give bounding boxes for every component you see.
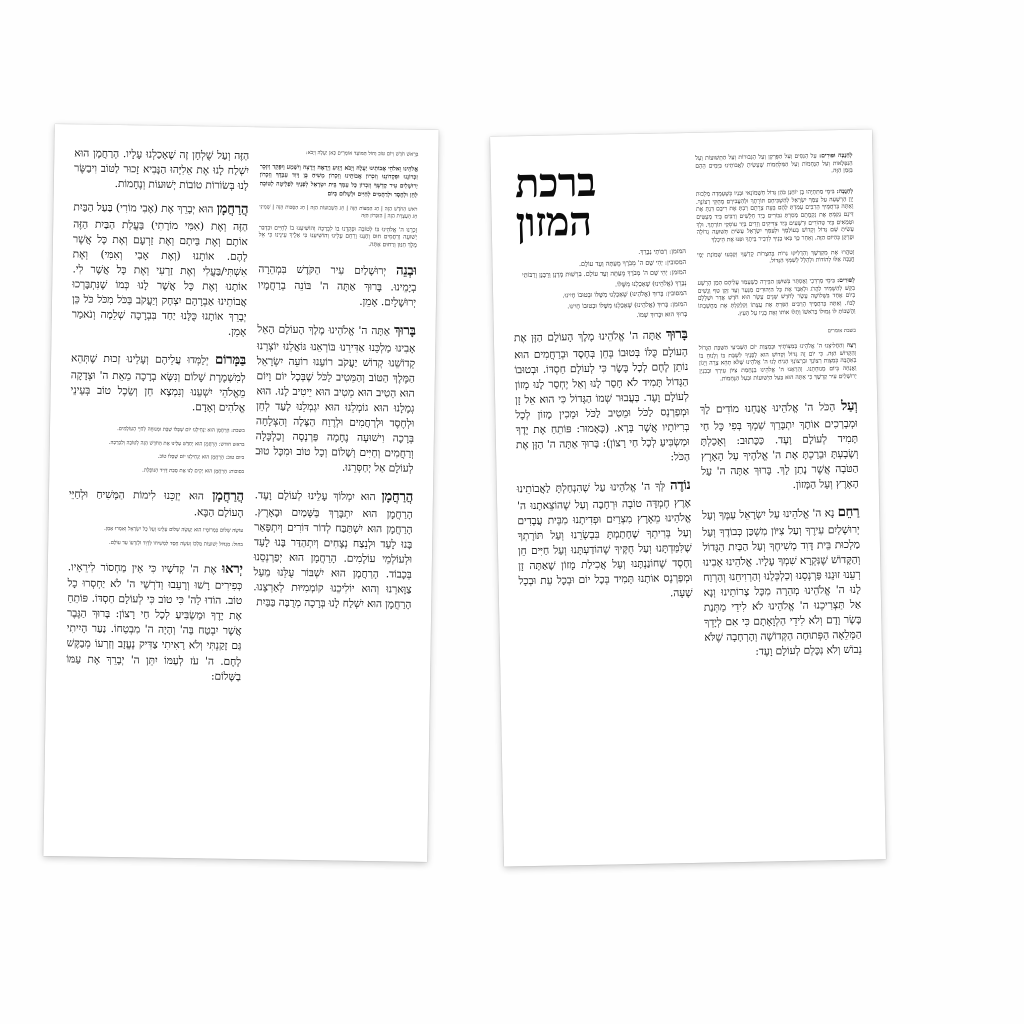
page-title bbox=[514, 158, 680, 247]
page-title-line-2: המזון bbox=[515, 197, 592, 247]
hatov-vehametiv-blessing bbox=[255, 321, 416, 477]
zimun-line: המסובין: יְהִי שֵׁם ה' מְבֹרָךְ מֵעַתָּה וְעַד עוֹלָם. bbox=[578, 257, 687, 268]
festival-note-chanuka bbox=[696, 188, 854, 246]
baruch-hazan-blessing bbox=[514, 326, 690, 468]
bencher-card-left bbox=[43, 124, 438, 862]
uvneh-yerushalayim-blessing bbox=[258, 260, 417, 311]
nodeh-lecha-text: לְּךָ ה' אֱלֹהֵינוּ עַל שֶׁהִנְחַלְתָּ לַאֲבוֹתֵינוּ אֶרֶץ חֶמְדָּה טוֹבָה וּרְחָבָה וְעַל שֶׁהוֹצֵאתָנוּ ה' אֱלֹהֵינוּ מֵאֶרֶץ מִצְרַיִם וּפְדִיתָנוּ מִבֵּית עֲבָדִים וְעַל בְּרִיתְךָ שֶׁחָתַמְתָּ בִּבְשָׂרֵנוּ וְעַל תּוֹרָתְךָ שֶׁלִּמַּדְתָּנוּ וְעַל חֻקֶּיךָ שֶׁהוֹדַעְתָּנוּ וְעַל חַיִּים חֵן וָחֶסֶד שֶׁחוֹנַנְתָּנוּ וְעַל אֲכִילַת מָזוֹן שָׁאַתָּה זָן וּמְפַרְנֵס אוֹתָנוּ תָּמִיד בְּכָל יוֹם וּבְכָל עֵת וּבְכָל שָׁעָה. bbox=[516, 480, 693, 600]
bamarom-text: יְלַמְּדוּ עֲלֵיהֶם וְעָלֵינוּ זְכוּת שֶׁתְּהֵא לְמִשְׁמֶרֶת שָׁלוֹם וְנִשָּׂא בְרָכָה מֵאֵת ה' וּצְדָקָה מֵאֱלֹהֵי יִשְׁעֵנוּ וְנִמְצָא חֵן וְשֵׂכֶל טוֹב בְּעֵינֵי אֱלֹהִים וְאָדָם. bbox=[70, 352, 246, 414]
page-title-line-1: ברכת bbox=[514, 158, 597, 208]
right-card-column-right bbox=[510, 155, 697, 850]
zimun-line: המסובין: בָּרוּךְ (אֱלֹהֵינוּ) שֶׁאָכַלְנוּ מִשֶּׁלּוֹ וּבְטוּבוֹ חָיִינוּ. bbox=[562, 289, 687, 300]
zimun-line: בָּרוּךְ הוּא וּבָרוּךְ שְׁמוֹ. bbox=[636, 310, 688, 320]
harachaman-mashiach-text: הוּא יְזַכֵּנוּ לִימוֹת הַמָּשִׁיחַ וּלְחַיֵּי הָעוֹלָם הַבָּא. bbox=[68, 487, 244, 520]
zimun-line: המזמן: יְהִי שֵׁם ה' מְבֹרָךְ מֵעַתָּה וְעַד עוֹלָם. בִּרְשׁוּת מָרָנָן וְרַבָּנָן וְרַבּוֹתַי bbox=[521, 268, 687, 280]
occasion-note-rosh-chodesh: בראש חודש: הָרַחֲמָן הוּא יְחַדֵּשׁ עָלֵינוּ אֶת הַחֹדֶשׁ הַזֶּה לְטוֹבָה וְלִבְרָכָה. bbox=[108, 439, 245, 448]
harachaman-yimloch-lead: הֲרַחֲמָן bbox=[381, 489, 414, 506]
festival-note-purim bbox=[698, 277, 856, 319]
left-page-content bbox=[43, 124, 438, 862]
nodeh-lecha-lead: נוֹדֶה bbox=[669, 477, 691, 494]
harachaman-yimloch-text: הוּא יִמְלוֹךְ עָלֵינוּ לְעוֹלָם וָעֶד. הָרַחֲמָן הוּא יִתְבָּרַךְ בַּשָּׁמַיִם וּבָאָרֶץ. הָרַחֲמָן הוּא יִשְׁתַּבַּח לְדוֹר דּוֹרִים וְיִתְפָּאַר בָּנוּ לָעַד וּלְנֵצַח נְצָחִים וְיִתְהַדַּר בָּנוּ לָעַד וּלְעוֹלְמֵי עוֹלָמִים. הָרַחֲמָן הוּא יְפַרְנְסֵנוּ בְּכָבוֹד. הָרַחֲמָן הוּא יִשְׁבּוֹר עֻלֵּנוּ מֵעַל צַוָּארֵנוּ וְהוּא יוֹלִיכֵנוּ קוֹמְמִיּוּת לְאַרְצֵנוּ. הָרַחֲמָן הוּא יִשְׁלַח לָנוּ בְּרָכָה מְרֻבָּה בַּבַּיִת bbox=[253, 489, 413, 612]
harachaman-yimloch-blessing bbox=[253, 487, 413, 613]
uvneh-text: יְרוּשָׁלַיִם עִיר הַקֹּדֶשׁ בִּמְהֵרָה בְיָמֵינוּ. בָּרוּךְ אַתָּה ה' בּוֹנֵה בְרַחֲמָיו יְרוּשָׁלָיִם. אָמֵן. bbox=[257, 262, 417, 310]
veal-hakol-text: הַכֹּל ה' אֱלֹהֵינוּ אֲנַחְנוּ מוֹדִים לָךְ וּמְבָרְכִים אוֹתָךְ יִתְבָּרַךְ שִׁמְךָ בְּפִי כָּל חַי תָּמִיד לְעוֹלָם וָעֶד. כַּכָּתוּב: וְאָכַלְתָּ וְשָׂבָעְתָּ וּבֵרַכְתָּ אֶת ה' אֱלֹהֶיךָ עַל הָאָרֶץ הַטֹּבָה אֲשֶׁר נָתַן לָךְ. בָּרוּךְ אַתָּה ה' עַל הָאָרֶץ וְעַל הַמָּזוֹן. bbox=[699, 401, 859, 492]
occasion-note-yom-tov: ביום טוב: הָרַחֲמָן הוּא יַנְחִילֵנוּ יוֹם שֶׁכֻּלּוֹ טוֹב. bbox=[157, 453, 245, 462]
festival-note-lead: לְפוּרִים: bbox=[837, 276, 855, 285]
yiru-et-hashem-blessing bbox=[66, 558, 243, 685]
rachem-blessing bbox=[702, 504, 862, 661]
festival-note-lead: לְחַנֻכָּה וּפוּרִים: bbox=[818, 151, 853, 160]
shabbat-rubric: בשבת אומרים bbox=[827, 328, 856, 335]
nodeh-lecha-blessing bbox=[517, 477, 693, 604]
bencher-card-right bbox=[490, 129, 886, 866]
festival-note-chanuka-purim bbox=[695, 152, 853, 179]
left-card-column-right bbox=[64, 146, 250, 843]
migdol-note: בחול: מִגְדּוֹל יְשׁוּעוֹת מַלְכּוֹ וְעֹשֶׂה חֶסֶד לִמְשִׁיחוֹ לְדָוִד וּלְזַרְעוֹ עַד עוֹלָם. bbox=[109, 539, 243, 548]
retzei-blessing bbox=[699, 342, 857, 384]
uvneh-lead: וּבְנֵה bbox=[395, 263, 417, 279]
rachem-text: נָא ה' אֱלֹהֵינוּ עַל יִשְׂרָאֵל עַמֶּךָ וְעַל יְרוּשָׁלַיִם עִירֶךָ וְעַל צִיּוֹן מִשְׁכַּן כְּבוֹדֶךָ וְעַל מַלְכוּת בֵּית דָּוִד מְשִׁיחֶךָ וְעַל הַבַּיִת הַגָּדוֹל וְהַקָּדוֹשׁ שֶׁנִּקְרָא שִׁמְךָ עָלָיו. אֱלֹהֵינוּ אָבִינוּ רְעֵנוּ זוּנֵנוּ פַּרְנְסֵנוּ וְכַלְכְּלֵנוּ וְהַרְוִיחֵנוּ וְהַרְוַח לָנוּ ה' אֱלֹהֵינוּ מְהֵרָה מִכָּל צָרוֹתֵינוּ וְנָא אַל תַּצְרִיכֵנוּ ה' אֱלֹהֵינוּ לֹא לִידֵי מַתְּנַת בָּשָׂר וָדָם וְלֹא לִידֵי הַלְוָאָתָם כִּי אִם לְיָדְךָ הַמְּלֵאָה הַפְּתוּחָה הַקְּדוֹשָׁה וְהָרְחָבָה שֶׁלֹּא נֵבוֹשׁ וְלֹא נִכָּלֵם לְעוֹלָם וָעֶד: bbox=[701, 507, 863, 659]
baruch-hazan-lead: בָּרוּךְ bbox=[665, 326, 688, 343]
festival-note-text: עַל הַנִּסִּים וְעַל הַפֻּרְקָן וְעַל הַגְּבוּרוֹת וְעַל הַתְּשׁוּעוֹת וְעַל הַנִּפְלָאוֹת וְעַל הַנֶּחָמוֹת וְעַל הַמִּלְחָמוֹת שֶׁעָשִׂיתָ לַאֲבוֹתֵינוּ בַּיָּמִים הָהֵם בַּזְּמַן הַזֶּה. bbox=[695, 153, 853, 175]
harachaman-yevarech-text: הוּא יְבָרֵךְ אֶת (אָבִי מוֹרִי) בַּעַל הַבַּיִת הַזֶּה וְאֶת (אִמִּי מוֹרָתִי) בַּעֲלַת הַבַּיִת הַזֶּה אוֹתָם וְאֶת בֵּיתָם וְאֶת זַרְעָם וְאֶת כָּל אֲשֶׁר לָהֶם. אוֹתָנוּ (וְאֶת אָבִי וְאִמִּי) וְאֶת אִשְׁתִּי/בַּעֲלִי וְאֶת זַרְעִי וְאֶת כָּל אֲשֶׁר לִי. אוֹתָנוּ וְאֶת כָּל אֲשֶׁר לָנוּ כְּמוֹ שֶׁנִּתְבָּרְכוּ אֲבוֹתֵינוּ אַבְרָהָם יִצְחָק וְיַעֲקֹב בַּכֹּל מִכֹּל כֹּל כֵּן יְבָרֵךְ אוֹתָנוּ כֻּלָּנוּ יַחַד בִּבְרָכָה שְׁלֵמָה וְנֹאמַר אָמֵן. bbox=[71, 201, 249, 339]
veal-hakol-lead: וְעַל bbox=[841, 399, 858, 415]
yaaleh-veyavo-lead: אֱלֹהֵינוּ וֵאלֹהֵי אֲבוֹתֵינוּ יַעֲלֶה וְיָבֹא וְיַגִּיעַ וְיֵרָאֶה וְיֵרָצֶה וְיִשָּׁמַע וְיִפָּקֵד וְיִזָּכֵר זִכְרוֹנֵנוּ וּפִקְדוֹנֵנוּ וְזִכְרוֹן אֲבוֹתֵינוּ וְזִכְרוֹן מָשִׁיחַ בֶּן דָּוִד עַבְדֶּךָ וְזִכְרוֹן יְרוּשָׁלַיִם עִיר קָדְשֶׁךָ וְזִכְרוֹן כָּל עַמְּךָ בֵּית יִשְׂרָאֵל לְפָנֶיךָ לִפְלֵיטָה לְטוֹבָה לְחֵן וּלְחֶסֶד וּלְרַחֲמִים לְחַיִּים וּלְשָׁלוֹם בְּיוֹם bbox=[259, 162, 419, 199]
festival-note-lead: לְחַנֻכָּה: bbox=[836, 187, 854, 196]
yiru-lead: יְראוּ bbox=[221, 561, 243, 577]
hatov-vehametiv-text: אַתָּה ה' אֱלֹהֵינוּ מֶלֶךְ הָעוֹלָם הָאֵל אָבִינוּ מַלְכֵּנוּ אַדִּירֵנוּ בּוֹרְאֵנוּ גּוֹאֲלֵנוּ יוֹצְרֵנוּ קְדוֹשֵׁנוּ קְדוֹשׁ יַעֲקֹב רוֹעֵנוּ רוֹעֵה יִשְׂרָאֵל הַמֶּלֶךְ הַטּוֹב וְהַמֵּטִיב לַכֹּל שֶׁבְּכָל יוֹם וָיוֹם הוּא הֵטִיב הוּא מֵטִיב הוּא יֵיטִיב לָנוּ. הוּא גְמָלָנוּ הוּא גוֹמְלֵנוּ הוּא יִגְמְלֵנוּ לָעַד לְחֵן וּלְחֶסֶד וּלְרַחֲמִים וּלְרֶוַח הַצָּלָה וְהַצְלָחָה בְּרָכָה וִישׁוּעָה נֶחָמָה פַּרְנָסָה וְכַלְכָּלָה וְרַחֲמִים וְחַיִּים וְשָׁלוֹם וְכָל טוֹב וּמִכָּל טוּב לְעוֹלָם אַל יְחַסְּרֵנוּ. bbox=[255, 323, 416, 476]
harachaman-mashiach-lead: הֲרַחֲמָן bbox=[212, 488, 244, 504]
harachaman-mashiach-blessing bbox=[69, 485, 244, 522]
festival-note-text: בִּימֵי מַתִּתְיָהוּ בֶּן יוֹחָנָן כֹּהֵן גָּדוֹל חַשְׁמוֹנַאי וּבָנָיו כְּשֶׁעָמְדָה מַלְכוּת יָוָן הָרְשָׁעָה עַל עַמְּךָ יִשְׂרָאֵל לְהַשְׁכִּיחָם תּוֹרָתֶךָ וּלְהַעֲבִירָם מֵחֻקֵּי רְצוֹנֶךָ. וְאַתָּה בְּרַחֲמֶיךָ הָרַבִּים עָמַדְתָּ לָהֶם בְּעֵת צָרָתָם רַבְתָּ אֶת רִיבָם דַּנְתָּ אֶת דִּינָם נָקַמְתָּ אֶת נִקְמָתָם מָסַרְתָּ גִבּוֹרִים בְּיַד חַלָּשִׁים וְרַבִּים בְּיַד מְעַטִּים וּטְמֵאִים בְּיַד טְהוֹרִים וּרְשָׁעִים בְּיַד צַדִּיקִים וְזֵדִים בְּיַד עוֹסְקֵי תוֹרָתֶךָ. וּלְךָ עָשִׂיתָ שֵׁם גָּדוֹל וְקָדוֹשׁ בְּעוֹלָמֶךָ וּלְעַמְּךָ יִשְׂרָאֵל עָשִׂיתָ תְּשׁוּעָה גְדוֹלָה וּפֻרְקָן כְּהַיּוֹם הַזֶּה. וְאַחַר כָּךְ בָּאוּ בָנֶיךָ לִדְבִיר בֵּיתֶךָ וּפִנּוּ אֶת הֵיכָלֶךָ bbox=[695, 189, 855, 244]
retzei-lead: רְצֵה bbox=[846, 341, 857, 350]
baruch-hazan-text: אַתָּה ה' אֱלֹהֵינוּ מֶלֶךְ הָעוֹלָם הַזָּן אֶת הָעוֹלָם כֻּלּוֹ בְּטוּבוֹ בְּחֵן בְּחֶסֶד וּבְרַחֲמִים הוּא נוֹתֵן לֶחֶם לְכָל בָּשָׂר כִּי לְעוֹלָם חַסְדּוֹ. וּבְטוּבוֹ הַגָּדוֹל תָּמִיד לֹא חָסַר לָנוּ וְאַל יֶחְסַר לָנוּ מָזוֹן לְעוֹלָם וָעֶד. בַּעֲבוּר שְׁמוֹ הַגָּדוֹל כִּי הוּא אֵל זָן וּמְפַרְנֵס לַכֹּל וּמֵטִיב לַכֹּל וּמֵכִין מָזוֹן לְכָל בְּרִיּוֹתָיו אֲשֶׁר בָּרָא. (כָּאָמוּר: פּוֹתֵחַ אֶת יָדֶךָ וּמַשְׂבִּיעַ לְכָל חַי רָצוֹן): בָּרוּךְ אַתָּה ה' הַזָּן אֶת הַכֹּל: bbox=[513, 329, 691, 464]
left-card-column-left bbox=[249, 149, 418, 845]
left-columns bbox=[64, 146, 419, 845]
oseh-shalom-note: עוֹשֶׂה שָׁלוֹם בִּמְרוֹמָיו הוּא יַעֲשֶׂה שָׁלוֹם עָלֵינוּ וְעַל כָּל יִשְׂרָאֵל וְאִמְרוּ אָמֵן. bbox=[104, 526, 244, 535]
harachaman-yevarech-blessing bbox=[71, 198, 248, 340]
yaaleh-veyavo-text bbox=[259, 163, 418, 200]
harachaman-yevarech-lead: הֲרַחֲמָן bbox=[216, 201, 249, 218]
harachaman-shulchan-text: הַזֶּה וְעַל שֻׁלְחָן זֶה שֶׁאָכַלְנוּ עָלָיו. הָרַחֲמָן הוּא יִשְׁלַח לָנוּ אֶת אֵלִיָּהוּ הַנָּבִיא זָכוּר לַטּוֹב וִיבַשֶּׂר לָנוּ בְּשׂוֹרוֹת טוֹבוֹת יְשׁוּעוֹת וְנֶחָמוֹת. bbox=[73, 147, 250, 193]
zimun-line: המזמן: בָּרוּךְ (אֱלֹהֵינוּ) שֶׁאָכַלְנוּ מִשֶּׁלּוֹ וּבְטוּבוֹ חָיִינוּ. bbox=[567, 299, 688, 311]
right-columns bbox=[510, 152, 865, 850]
zochreinu-text: זָכְרֵנוּ ה' אֱלֹהֵינוּ בּוֹ לְטוֹבָה וּפָקְדֵנוּ בוֹ לִבְרָכָה וְהוֹשִׁיעֵנוּ בוֹ לְחַיִּים וּבִדְבַר יְשׁוּעָה וְרַחֲמִים חוּס וְחָנֵּנוּ וְרַחֵם עָלֵינוּ וְהוֹשִׁיעֵנוּ כִּי אֵלֶיךָ עֵינֵינוּ כִּי אֵל מֶלֶךְ חַנּוּן וְרַחוּם אָתָּה. bbox=[258, 224, 418, 249]
bamarom-blessing bbox=[70, 349, 246, 416]
zimun-line: נְבָרֵךְ (אֱלֹהֵינוּ) שֶׁאָכַלְנוּ מִשֶּׁלּוֹ. bbox=[614, 278, 687, 289]
right-page-content bbox=[490, 129, 886, 866]
bamarom-lead: בַּמָּרוֹם bbox=[214, 352, 246, 369]
hatov-vehametiv-lead: בָּרוּךְ bbox=[393, 323, 416, 340]
yaaleh-veyavo-rubric: בְּרֵאשׁ חֹדֶשׁ וְיוֹם טוֹב וְחוֹל הַמּוֹעֵד אוֹמְרִים כָּאן יַעֲלֶה וְיָבֹא: bbox=[305, 149, 419, 158]
occasion-note-sukkot: בסוכות: הָרַחֲמָן הוּא יָקִים לָנוּ אֶת סֻכַּת דָּוִיד הַנּוֹפָלֶת. bbox=[142, 467, 245, 475]
yaaleh-veyavo-occasions: רֹאשׁ הַחֹדֶשׁ הַזֶּה | חַג הַמַּצּוֹת הַזֶּה | חַג הַשָּׁבוּעוֹת הַזֶּה | חַג הַסֻּכּוֹת הַזֶּה | שְׁמִינִי חַג הָעֲצֶרֶת הַזֶּה | הַזִּכָּרוֹן הַזֶּה bbox=[259, 204, 418, 220]
zimun-section bbox=[512, 247, 687, 322]
retzei-text: וְהַחֲלִיצֵנוּ ה' אֱלֹהֵינוּ בְּמִצְוֹתֶיךָ וּבְמִצְוַת יוֹם הַשְּׁבִיעִי הַשַּׁבָּת הַגָּדוֹל וְהַקָּדוֹשׁ הַזֶּה. כִּי יוֹם זֶה גָּדוֹל וְקָדוֹשׁ הוּא לְפָנֶיךָ לִשְׁבָּת בּוֹ וְלָנוּחַ בּוֹ בְּאַהֲבָה כְּמִצְוַת רְצוֹנֶךָ וּבִרְצוֹנְךָ הָנִיחַ לָנוּ ה' אֱלֹהֵינוּ שֶׁלֹּא תְהֵא צָרָה וְיָגוֹן וַאֲנָחָה בְּיוֹם מְנוּחָתֵנוּ. וְהַרְאֵנוּ ה' אֱלֹהֵינוּ בְּנֶחָמַת צִיּוֹן עִירֶךָ וּבְבִנְיַן יְרוּשָׁלַיִם עִיר קָדְשֶׁךָ כִּי אַתָּה הוּא בַּעַל הַיְשׁוּעוֹת וּבַעַל הַנֶּחָמוֹת. bbox=[698, 343, 857, 383]
veal-hakol-blessing bbox=[700, 398, 859, 495]
festival-note-text: בִּימֵי מָרְדְּכַי וְאֶסְתֵּר בְּשׁוּשַׁן הַבִּירָה כְּשֶׁעָמַד עֲלֵיהֶם הָמָן הָרָשָׁע בִּקֵּשׁ לְהַשְׁמִיד לַהֲרֹג וּלְאַבֵּד אֶת כָּל הַיְּהוּדִים מִנַּעַר וְעַד זָקֵן טַף וְנָשִׁים בְּיוֹם אֶחָד בִּשְׁלוֹשָׁה עָשָׂר לְחֹדֶשׁ שְׁנֵים עָשָׂר הוּא חֹדֶשׁ אֲדָר וּשְׁלָלָם לָבוֹז. וְאַתָּה בְּרַחֲמֶיךָ הָרַבִּים הֵפַרְתָּ אֶת עֲצָתוֹ וְקִלְקַלְתָּ אֶת מַחֲשַׁבְתּוֹ וַהֲשֵׁבוֹתָ לּוֹ גְּמוּלוֹ בְּרֹאשׁוֹ וְתָלוּ אוֹתוֹ וְאֶת בָּנָיו עַל הָעֵץ. bbox=[697, 278, 856, 317]
zimun-line: המזמן: רַבּוֹתַי נְבָרֵךְ. bbox=[638, 247, 687, 257]
festival-note-chanuka-continuation: וְטִהֲרוּ אֶת מִקְדָּשֶׁךָ וְהִדְלִיקוּ נֵרוֹת בְּחַצְרוֹת קָדְשֶׁךָ וְקָבְעוּ שְׁמוֹנַת יְמֵי חֲנֻכָּה אֵלּוּ לְהוֹדוֹת וּלְהַלֵּל לְשִׁמְךָ הַגָּדוֹל. bbox=[696, 249, 855, 265]
right-card-column-left bbox=[695, 152, 866, 847]
yiru-text: אֶת ה' קְדֹשָׁיו כִּי אֵין מַחְסוֹר לִירֵאָיו. כְּפִירִים רָשׁוּ וְרָעֵבוּ וְדֹרְשֵׁי ה' לֹא יַחְסְרוּ כָל טוֹב. הוֹדוּ לַה' כִּי טוֹב כִּי לְעוֹלָם חַסְדּוֹ. פּוֹתֵחַ אֶת יָדֶךָ וּמַשְׂבִּיעַ לְכָל חַי רָצוֹן: בָּרוּךְ הַגֶּבֶר אֲשֶׁר יִבְטַח בַּה' וְהָיָה ה' מִבְטַחוֹ. נַעַר הָיִיתִי גַּם זָקַנְתִּי וְלֹא רָאִיתִי צַדִּיק נֶעֱזָב וְזַרְעוֹ מְבַקֶּשׁ לָחֶם. ה' עֹז לְעַמּוֹ יִתֵּן ה' יְבָרֵךְ אֶת עַמּוֹ בַשָּׁלוֹם: bbox=[66, 560, 243, 683]
rachem-lead: רַחֵם bbox=[837, 505, 860, 521]
occasion-note-shabbat: בשבת: הָרַחֲמָן הוּא יַנְחִילֵנוּ יוֹם שֶׁכֻּלּוֹ שַׁבָּת וּמְנוּחָה לְחַיֵּי הָעוֹלָמִים. bbox=[117, 425, 245, 434]
